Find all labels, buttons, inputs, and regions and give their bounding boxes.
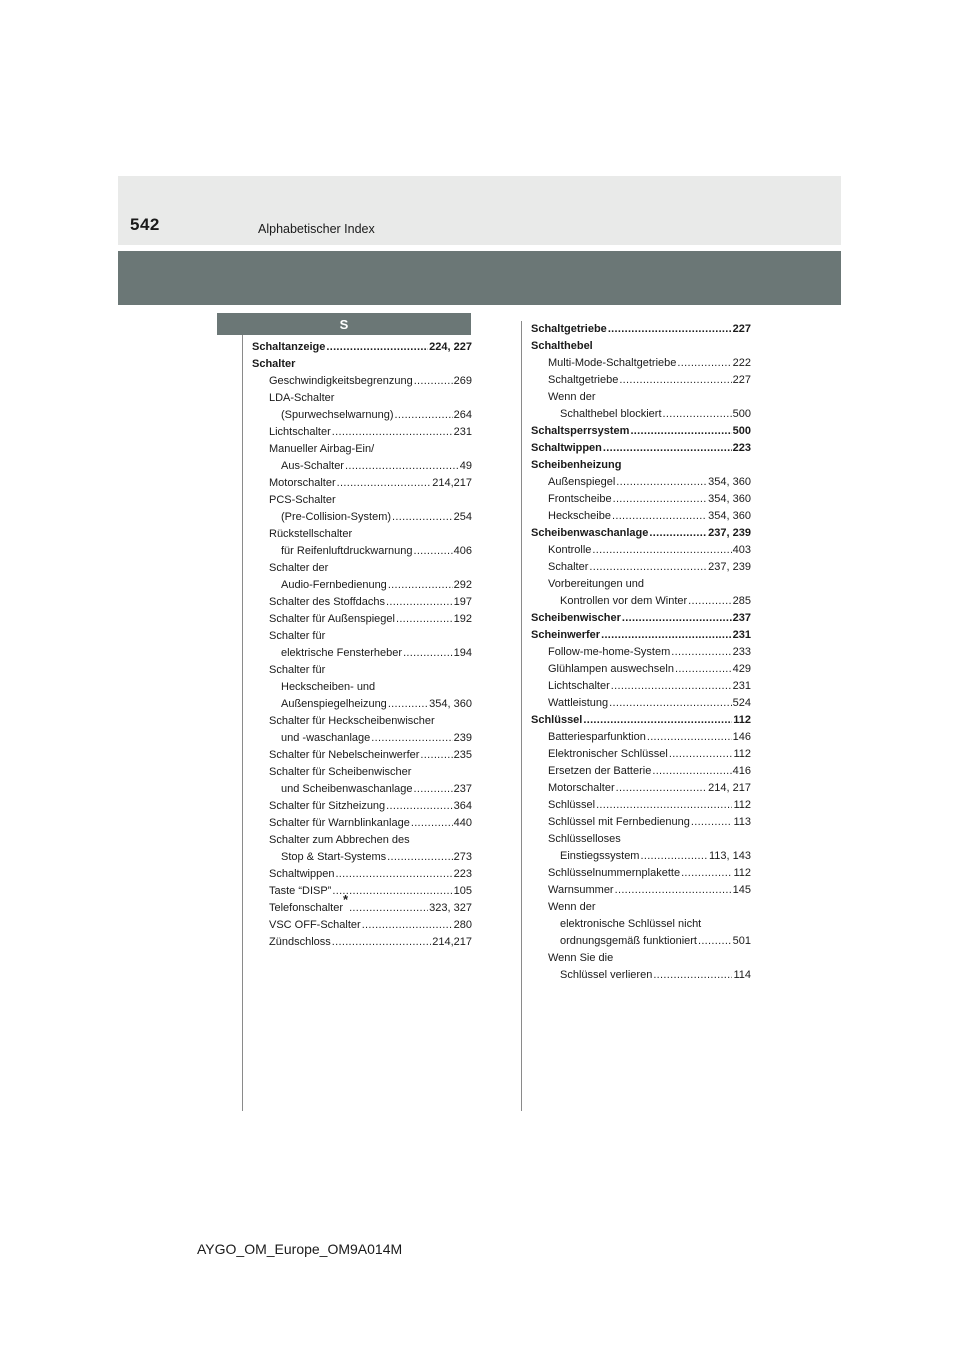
index-entry-term: Kontrolle [548, 544, 592, 556]
dot-leader [332, 424, 453, 441]
index-entry [531, 627, 751, 644]
dot-leader [608, 321, 732, 338]
index-entry-term: Scheibenwischer [531, 612, 621, 624]
dot-leader [663, 406, 732, 423]
index-entry-term: Schlüsselloses [548, 833, 621, 845]
dot-leader [622, 610, 732, 627]
index-entry [252, 509, 472, 526]
index-entry-term: Schalter [548, 561, 589, 573]
index-entry-term: Motorschalter [548, 782, 615, 794]
index-entry-pages: 403 [732, 544, 751, 556]
dot-leader [386, 594, 453, 611]
index-entry [252, 339, 472, 356]
dot-leader [335, 866, 452, 883]
index-entry-pages: 292 [453, 579, 472, 591]
dot-leader [613, 491, 708, 508]
index-entry [531, 678, 751, 695]
index-entry-term: Schalter für Heckscheibenwischer [269, 715, 435, 727]
index-entry-term: Lichtschalter [269, 426, 331, 438]
dot-leader [411, 815, 453, 832]
index-entry-pages: 145 [732, 884, 751, 896]
dot-leader [603, 440, 732, 457]
dot-leader [596, 797, 732, 814]
index-entry [531, 814, 751, 831]
dot-leader [420, 747, 452, 764]
index-entry-term: Schlüssel [548, 799, 596, 811]
index-entry-term: Schalter für Scheibenwischer [269, 766, 412, 778]
index-entry [252, 628, 472, 645]
dot-leader [616, 780, 708, 797]
index-entry-term: und Scheibenwaschanlage [281, 783, 413, 795]
index-entry [252, 458, 472, 475]
index-entry-pages: 500 [732, 408, 751, 420]
index-entry [531, 576, 751, 593]
dot-leader [649, 525, 707, 542]
dot-leader [371, 730, 452, 747]
index-letter: S [339, 316, 349, 332]
document-id: AYGO_OM_Europe_OM9A014M [197, 1241, 403, 1257]
index-entry-term: Schalter für [269, 664, 326, 676]
index-entry [252, 543, 472, 560]
index-entry-pages: 280 [453, 919, 472, 931]
index-entry-pages: 416 [732, 765, 751, 777]
dot-leader [698, 933, 732, 950]
index-entry [531, 729, 751, 746]
index-entry [531, 899, 751, 916]
index-entry-pages: 231 [732, 680, 751, 692]
index-entry [531, 355, 751, 372]
index-entry-term: Scheibenwaschanlage [531, 527, 649, 539]
dot-leader [386, 798, 452, 815]
index-entry-term: Heckscheibe [548, 510, 611, 522]
index-entry-pages: 49 [459, 460, 472, 472]
index-entry-term: Schaltwippen [269, 868, 335, 880]
index-entry [252, 934, 472, 951]
index-column-left [252, 339, 472, 951]
dot-leader [388, 696, 428, 713]
index-entry [252, 390, 472, 407]
index-entry-term: Kontrollen vor dem Winter [560, 595, 688, 607]
index-entry [531, 865, 751, 882]
index-entry-pages: 113, 143 [708, 850, 751, 862]
index-entry [252, 611, 472, 628]
index-entry-term: Schalter für Sitzheizung [269, 800, 386, 812]
index-entry-pages: 222 [732, 357, 751, 369]
index-entry-pages: 273 [453, 851, 472, 863]
index-entry [252, 356, 472, 373]
dot-leader [387, 849, 452, 866]
index-entry-term: Schalter des Stoffdachs [269, 596, 385, 608]
index-entry-pages: 235 [453, 749, 472, 761]
index-entry-term: Taste “DISP” [269, 885, 332, 897]
index-entry-term: (Pre-Collision-System) [281, 511, 392, 523]
asterisk-icon: * [343, 892, 349, 907]
header-band [118, 251, 841, 305]
index-entry-term: Scheibenheizung [531, 459, 622, 471]
index-entry [252, 696, 472, 713]
index-entry-pages: 112 [733, 867, 751, 879]
index-entry-pages: 354, 360 [708, 493, 751, 505]
index-entry-pages: 214, 217 [708, 782, 751, 794]
dot-leader [589, 559, 707, 576]
dot-leader [688, 593, 731, 610]
index-entry [252, 713, 472, 730]
dot-leader [332, 883, 452, 900]
index-entry-pages: 364 [453, 800, 472, 812]
index-entry [252, 866, 472, 883]
index-entry-term: Schalthebel blockiert [560, 408, 662, 420]
index-entry [252, 679, 472, 696]
index-entry [531, 372, 751, 389]
index-entry [252, 892, 472, 917]
index-entry-term: Follow-me-home-System [548, 646, 671, 658]
dot-leader [681, 865, 732, 882]
index-entry-term: Elektronischer Schlüssel [548, 748, 668, 760]
index-entry-pages: 323, 327 [429, 902, 472, 914]
index-entry-pages: 254 [453, 511, 472, 523]
index-entry-pages: 231 [732, 629, 751, 641]
index-entry-pages: 214,217 [432, 477, 472, 489]
index-entry [252, 577, 472, 594]
index-entry [531, 610, 751, 627]
index-entry [252, 492, 472, 509]
index-entry-pages: 112 [733, 748, 751, 760]
index-entry-pages: 223 [453, 868, 472, 880]
index-entry-term: Einstiegssystem [560, 850, 640, 862]
index-entry-term: Schlüssel [531, 714, 583, 726]
dot-leader [669, 746, 733, 763]
index-entry-term: Heckscheiben- und [281, 681, 376, 693]
dot-leader [392, 509, 453, 526]
index-entry [531, 491, 751, 508]
dot-leader [630, 423, 731, 440]
index-entry [252, 526, 472, 543]
index-entry-term: Geschwindigkeitsbegrenzung [269, 375, 413, 387]
index-entry [252, 441, 472, 458]
dot-leader [640, 848, 708, 865]
index-entry [531, 746, 751, 763]
index-entry [531, 440, 751, 457]
index-entry [252, 917, 472, 934]
index-entry [252, 373, 472, 390]
left-column-divider [242, 335, 243, 1111]
center-column-divider [521, 321, 522, 1111]
dot-leader [414, 373, 453, 390]
index-entry [531, 763, 751, 780]
index-entry [531, 559, 751, 576]
dot-leader [413, 543, 452, 560]
dot-leader [349, 900, 428, 917]
index-entry [531, 593, 751, 610]
index-entry [531, 338, 751, 355]
index-entry-term: Multi-Mode-Schaltgetriebe [548, 357, 677, 369]
index-entry-term: Ersetzen der Batterie [548, 765, 652, 777]
dot-leader [691, 814, 733, 831]
index-entry-term: Audio-Fernbedienung [281, 579, 387, 591]
index-entry [252, 764, 472, 781]
index-entry [531, 916, 751, 933]
index-entry-term: Schalter für Warnblinkanlage [269, 817, 410, 829]
index-entry-term: Schalthebel [531, 340, 593, 352]
index-entry-term: Wenn Sie die [548, 952, 614, 964]
index-entry-term: elektrische Fensterheber [281, 647, 403, 659]
index-entry-term: Schalter der [269, 562, 329, 574]
index-entry-term: Außenspiegel [548, 476, 616, 488]
dot-leader [677, 355, 731, 372]
index-entry-pages: 500 [732, 425, 751, 437]
index-entry [531, 406, 751, 423]
index-entry-term: VSC OFF-Schalter [269, 919, 361, 931]
index-entry-term: Frontscheibe [548, 493, 612, 505]
index-entry-pages: 224, 227 [429, 341, 472, 353]
index-entry [252, 662, 472, 679]
index-entry [531, 950, 751, 967]
index-entry-term: Schlüsselnummernplakette [548, 867, 681, 879]
index-entry [531, 542, 751, 559]
dot-leader [362, 917, 453, 934]
index-entry-term: Schalter [252, 358, 296, 370]
index-entry [531, 831, 751, 848]
index-entry-term: Schaltsperrsystem [531, 425, 630, 437]
index-entry [531, 967, 751, 984]
index-entry-pages: 440 [453, 817, 472, 829]
index-entry-term: Schaltanzeige [252, 341, 326, 353]
index-entry-term: Scheinwerfer [531, 629, 601, 641]
index-entry-pages: 114 [733, 969, 751, 981]
index-entry [252, 424, 472, 441]
index-entry-term: Außenspiegelheizung [281, 698, 387, 710]
dot-leader [388, 577, 453, 594]
index-entry-term: Schaltgetriebe [548, 374, 619, 386]
index-entry-pages: 237 [453, 783, 472, 795]
index-entry-term: und -waschanlage [281, 732, 371, 744]
index-entry-pages: 112 [733, 714, 751, 726]
index-entry-term: Telefonschalter [269, 902, 343, 914]
index-entry-term: für Reifenluftdruckwarnung [281, 545, 413, 557]
index-entry-term: Schaltgetriebe [531, 323, 607, 335]
index-entry-pages: 237, 239 [708, 527, 751, 539]
dot-leader [396, 611, 453, 628]
index-entry [531, 457, 751, 474]
dot-leader [652, 763, 731, 780]
index-entry [531, 389, 751, 406]
index-entry-pages: 214,217 [432, 936, 472, 948]
dot-leader [403, 645, 453, 662]
index-entry [252, 645, 472, 662]
index-entry [531, 780, 751, 797]
index-entry [252, 407, 472, 424]
index-entry [531, 797, 751, 814]
index-entry [531, 525, 751, 542]
index-column-right [531, 321, 751, 984]
index-entry-pages: 237 [732, 612, 751, 624]
index-entry [531, 474, 751, 491]
index-entry-pages: 146 [732, 731, 751, 743]
header-bar [118, 176, 841, 245]
index-entry [252, 730, 472, 747]
index-entry-pages: 354, 360 [708, 510, 751, 522]
index-entry-term: Schalter für Nebelscheinwerfer [269, 749, 420, 761]
dot-leader [611, 678, 732, 695]
index-entry-pages: 233 [732, 646, 751, 658]
index-entry-term: Batteriesparfunktion [548, 731, 646, 743]
index-entry [252, 815, 472, 832]
index-entry [531, 423, 751, 440]
index-entry-pages: 237, 239 [708, 561, 751, 573]
index-entry-term: LDA-Schalter [269, 392, 335, 404]
index-entry-pages: 223 [732, 442, 751, 454]
dot-leader [615, 882, 732, 899]
dot-leader [414, 781, 453, 798]
index-letter-tab [217, 313, 471, 335]
dot-leader [647, 729, 732, 746]
index-entry [531, 882, 751, 899]
index-entry [252, 747, 472, 764]
dot-leader [616, 474, 707, 491]
index-entry-term: Vorbereitungen und [548, 578, 645, 590]
index-entry-term: Glühlampen auswechseln [548, 663, 674, 675]
index-entry-term: Wenn der [548, 391, 596, 403]
index-entry-term: Schalter zum Abbrechen des [269, 834, 410, 846]
index-entry-pages: 285 [732, 595, 751, 607]
index-entry [252, 594, 472, 611]
dot-leader [601, 627, 732, 644]
index-entry-pages: 354, 360 [429, 698, 472, 710]
section-title: Alphabetischer Index [258, 222, 375, 236]
dot-leader [337, 475, 432, 492]
dot-leader [653, 967, 732, 984]
index-entry [252, 475, 472, 492]
dot-leader [609, 695, 732, 712]
index-entry-term: elektronische Schlüssel nicht [560, 918, 702, 930]
index-entry [252, 798, 472, 815]
index-entry-pages: 227 [732, 323, 751, 335]
index-entry-pages: 406 [453, 545, 472, 557]
index-entry-term: Warnsummer [548, 884, 614, 896]
dot-leader [332, 934, 431, 951]
index-entry-term: Motorschalter [269, 477, 336, 489]
index-entry-term: Schalter für Außenspiegel [269, 613, 395, 625]
index-entry-pages: 524 [732, 697, 751, 709]
index-entry-term: Schlüssel verlieren [560, 969, 653, 981]
index-entry-pages: 227 [732, 374, 751, 386]
index-entry-pages: 197 [453, 596, 472, 608]
index-entry [531, 712, 751, 729]
index-entry-term: (Spurwechselwarnung) [281, 409, 394, 421]
dot-leader [612, 508, 707, 525]
index-entry-pages: 194 [453, 647, 472, 659]
dot-leader [675, 661, 732, 678]
index-entry-pages: 239 [453, 732, 472, 744]
index-entry-pages: 231 [453, 426, 472, 438]
dot-leader [619, 372, 731, 389]
index-entry-term: Rückstellschalter [269, 528, 353, 540]
index-entry-term: Schlüssel mit Fernbedienung [548, 816, 690, 828]
dot-leader [395, 407, 453, 424]
index-entry [252, 832, 472, 849]
index-entry-pages: 105 [453, 885, 472, 897]
index-entry-pages: 112 [733, 799, 751, 811]
index-entry [531, 321, 751, 338]
index-entry [252, 781, 472, 798]
page-number: 542 [130, 215, 160, 234]
index-entry-term: Wattleistung [548, 697, 609, 709]
index-entry-term: Schaltwippen [531, 442, 602, 454]
index-entry-term: Aus-Schalter [281, 460, 344, 472]
dot-leader [671, 644, 731, 661]
index-entry [252, 883, 472, 900]
index-entry-term: Wenn der [548, 901, 596, 913]
index-entry-term: Zündschloss [269, 936, 331, 948]
index-entry-pages: 354, 360 [708, 476, 751, 488]
index-entry [531, 933, 751, 950]
index-entry-term: Stop & Start-Systems [281, 851, 387, 863]
index-entry-pages: 264 [453, 409, 472, 421]
dot-leader [326, 339, 428, 356]
index-entry-term: PCS-Schalter [269, 494, 336, 506]
index-entry-term: ordnungsgemäß funktioniert [560, 935, 697, 947]
dot-leader [345, 458, 459, 475]
index-entry [252, 849, 472, 866]
index-entry [531, 644, 751, 661]
index-entry [531, 508, 751, 525]
index-entry [531, 695, 751, 712]
index-entry-pages: 192 [453, 613, 472, 625]
index-entry [531, 661, 751, 678]
dot-leader [592, 542, 731, 559]
index-entry-pages: 501 [732, 935, 751, 947]
index-entry [531, 848, 751, 865]
index-entry [252, 560, 472, 577]
dot-leader [583, 712, 732, 729]
index-entry-term: Lichtschalter [548, 680, 610, 692]
index-entry-term: Schalter für [269, 630, 326, 642]
index-entry-pages: 113 [733, 816, 751, 828]
index-entry-pages: 269 [453, 375, 472, 387]
index-entry-pages: 429 [732, 663, 751, 675]
index-entry-term: Manueller Airbag-Ein/ [269, 443, 375, 455]
